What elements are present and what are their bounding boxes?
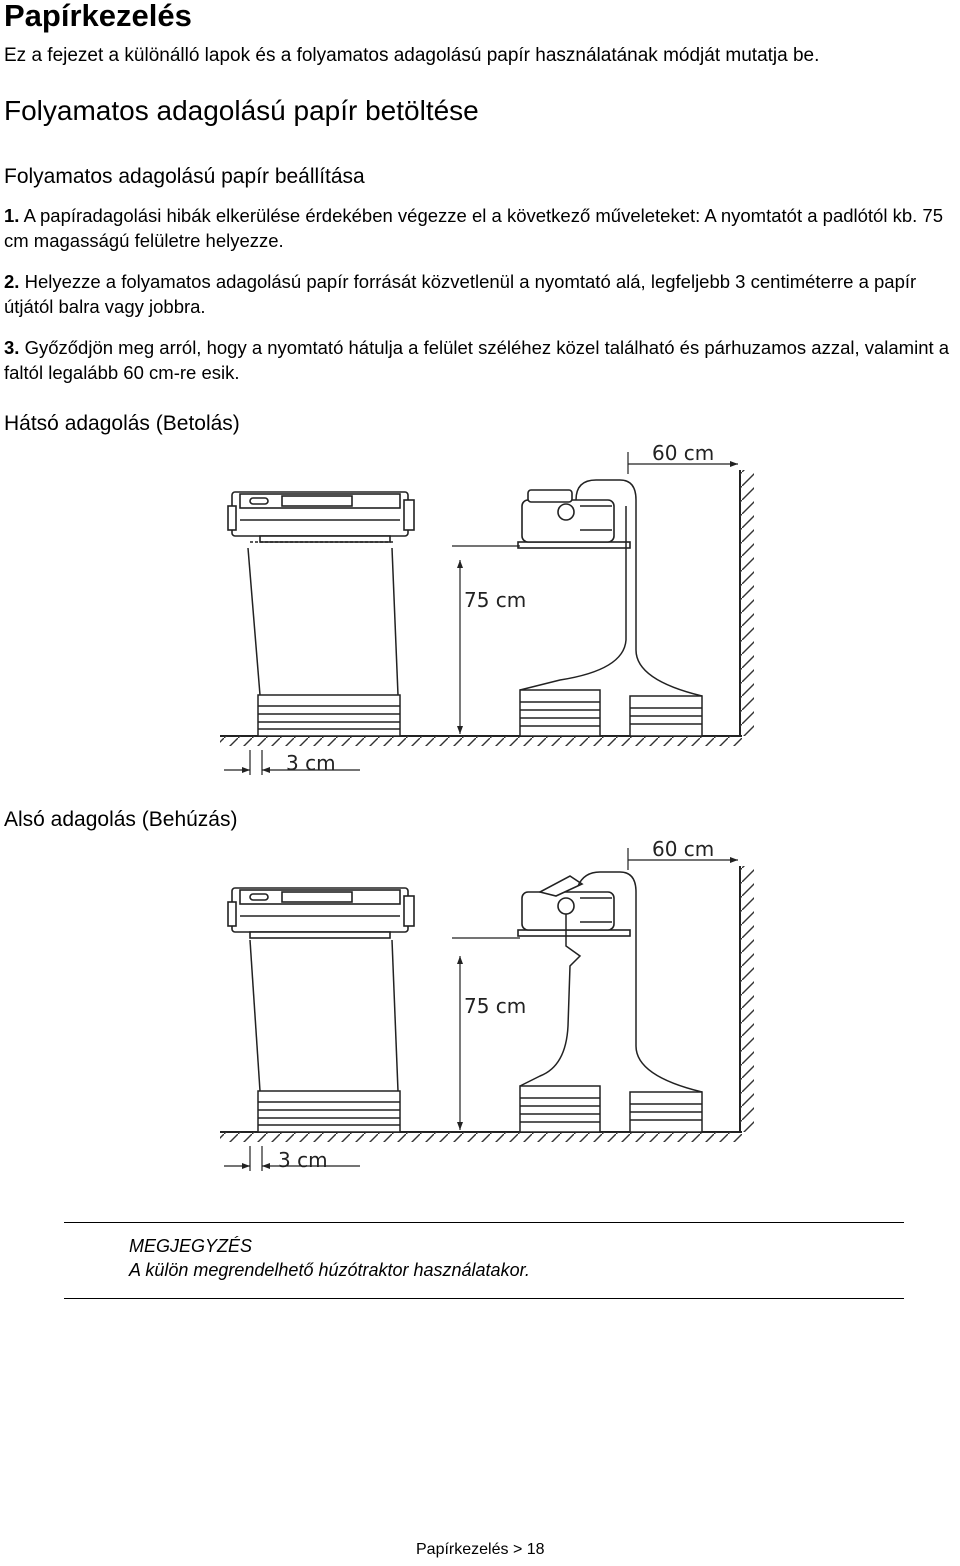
offset-label: 3 cm xyxy=(278,1148,328,1172)
paper-stream-front xyxy=(250,940,400,1132)
note-title: MEGJEGYZÉS xyxy=(129,1236,253,1256)
step-item xyxy=(4,269,956,319)
step-text: Helyezze a folyamatos adagolású papír forrását közvetlenül a nyomtató alá, legfeljebb 3 centiméterre a papír útjától balra vagy jobbra. xyxy=(4,271,917,317)
wall-hatch xyxy=(740,470,754,736)
page-title: Papírkezelés xyxy=(4,0,192,33)
step-item xyxy=(4,203,956,253)
rear-feed-diagram xyxy=(0,430,960,790)
step-number: 3. xyxy=(4,337,20,358)
wall-hatch xyxy=(740,866,754,1132)
section-heading: Folyamatos adagolású papír betöltése xyxy=(4,95,479,126)
floor-hatch xyxy=(220,1132,742,1142)
wall-distance-label: 60 cm xyxy=(652,837,715,861)
height-label: 75 cm xyxy=(464,588,527,612)
note-top-rule xyxy=(64,1222,904,1223)
step-item xyxy=(4,335,956,385)
step-text: A papíradagolási hibák elkerülése érdekében végezze el a következő műveleteket: A nyomtatót a padlótól kb. 75 cm magasságú felületre helyezze. xyxy=(4,205,943,251)
paper-stream-front xyxy=(248,548,400,736)
steps-list xyxy=(4,203,956,401)
printer-front-view xyxy=(228,492,414,542)
height-label: 75 cm xyxy=(464,994,527,1018)
offset-label: 3 cm xyxy=(286,751,336,775)
intro-paragraph: Ez a fejezet a különálló lapok és a folyamatos adagolású papír használatának módját mutatja be. xyxy=(4,45,820,66)
note-bottom-rule xyxy=(64,1298,904,1299)
bottom-feed-diagram xyxy=(0,826,960,1186)
printer-front-view xyxy=(228,888,414,938)
printer-side-view xyxy=(518,490,630,548)
wall-distance-label: 60 cm xyxy=(652,441,715,465)
step-number: 1. xyxy=(4,205,20,226)
note-text: A külön megrendelhető húzótraktor használatakor. xyxy=(129,1260,530,1280)
subsection-heading: Folyamatos adagolású papír beállítása xyxy=(4,165,365,188)
printer-side-view xyxy=(518,876,630,936)
floor-hatch xyxy=(220,736,742,746)
step-number: 2. xyxy=(4,271,20,292)
page-footer: Papírkezelés > 18 xyxy=(416,1541,545,1558)
diagram-label-rear: Hátsó adagolás (Betolás) xyxy=(4,412,240,435)
step-text: Győződjön meg arról, hogy a nyomtató hátulja a felület széléhez közel található és párhuzamos azzal, valamint a faltól legalább 60 cm-re esik. xyxy=(4,337,950,383)
diagram-label-bottom: Alsó adagolás (Behúzás) xyxy=(4,808,238,831)
